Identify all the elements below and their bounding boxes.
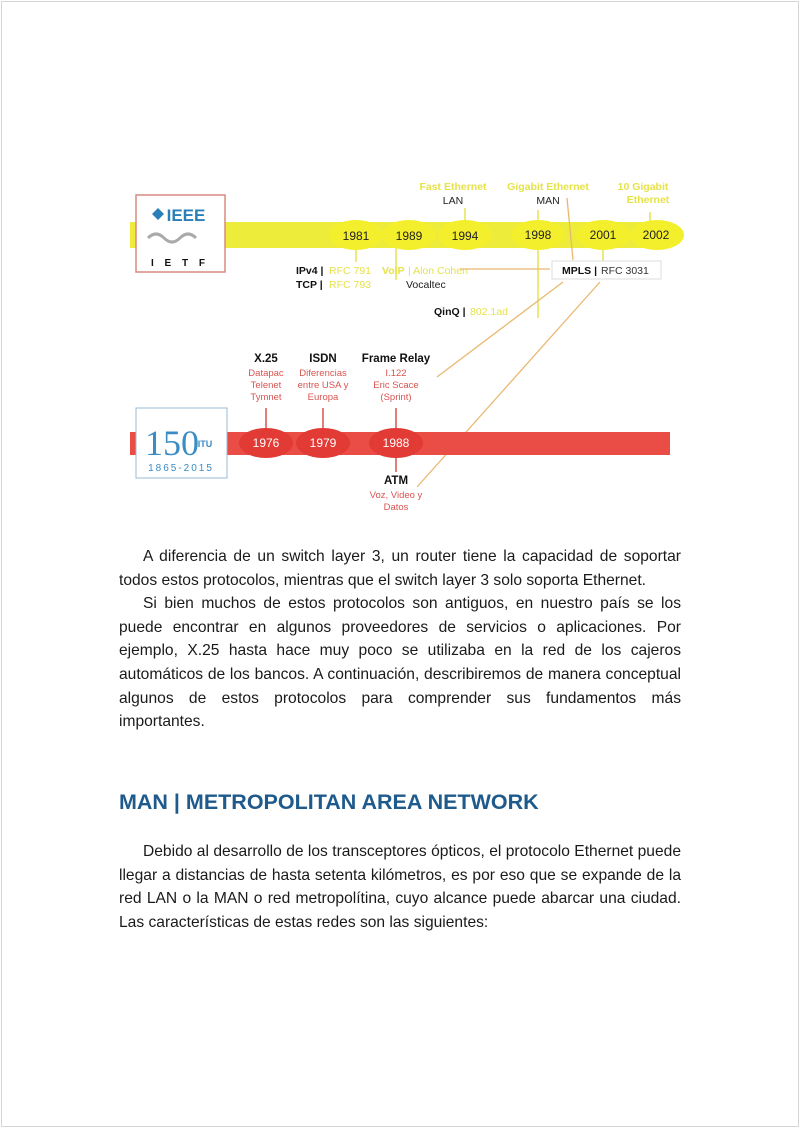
protocol-timeline-figure <box>0 0 800 530</box>
svg-text:Vocaltec: Vocaltec <box>406 279 446 291</box>
year-1998: 1998 <box>524 228 552 242</box>
svg-text:802.1ad: 802.1ad <box>470 306 508 318</box>
paragraph: Debido al desarrollo de los transceptores ópticos, el protocolo Ethernet puede llegar a distancias de hasta setenta kilómetros, es por eso que se expande de la red LAN o la MAN o red metropolítina, cuyo alcance puede abarcar una ciudad. Las características de estas redes son las siguientes: <box>119 843 681 931</box>
svg-text:Eric Scace: Eric Scace <box>373 380 419 391</box>
ieee-bottom-labels <box>296 265 508 318</box>
itu-150-logo <box>136 408 227 478</box>
ieee-ietf-logo <box>136 195 225 272</box>
svg-text:LAN: LAN <box>442 195 464 207</box>
year-1981: 1981 <box>342 229 370 243</box>
svg-text:I E T F: I E T F <box>151 258 209 269</box>
paragraph: Si bien muchos de estos protocolos son antiguos, en nuestro país se los puede encontrar en algunos proveedores de servicios o aplicaciones. Por ejemplo, X.25 hasta hace muy poco se utilizaba en la red de los cajeros automáticos de los bancos. A continuación, describiremos de manera conceptual algunos de estos protocolos para comprender sus fundamentos más importantes. <box>119 595 681 731</box>
svg-text:ISDN: ISDN <box>309 353 337 365</box>
svg-text:Diferencias: Diferencias <box>299 368 347 379</box>
svg-text:QinQ |: QinQ | <box>434 306 466 318</box>
svg-text:ATM: ATM <box>383 475 409 487</box>
svg-text:MAN: MAN <box>536 195 560 207</box>
body-paragraphs <box>119 545 681 734</box>
year-1988: 1988 <box>382 436 410 450</box>
svg-text:entre USA y: entre USA y <box>297 380 349 391</box>
svg-text:VoIP: VoIP <box>382 265 405 277</box>
mpls-box <box>552 261 661 279</box>
year-1979: 1979 <box>309 436 337 450</box>
svg-text:RFC 793: RFC 793 <box>329 279 372 291</box>
year-1994: 1994 <box>451 229 479 243</box>
svg-text:Tymnet: Tymnet <box>250 392 282 403</box>
svg-text:150: 150 <box>145 423 199 463</box>
svg-text:ITU: ITU <box>197 439 213 449</box>
year-1976: 1976 <box>252 436 280 450</box>
svg-text:Fast Ethernet: Fast Ethernet <box>419 181 487 193</box>
svg-text:Frame Relay: Frame Relay <box>361 353 431 365</box>
svg-text:1865-2015: 1865-2015 <box>148 463 214 474</box>
svg-text:RFC 791: RFC 791 <box>329 265 372 277</box>
svg-text:Europa: Europa <box>307 392 339 403</box>
svg-text:Datos: Datos <box>383 502 409 513</box>
svg-text:(Sprint): (Sprint) <box>380 392 412 403</box>
ieee-top-labels <box>419 181 669 207</box>
svg-text:IPv4 |: IPv4 | <box>296 265 324 277</box>
svg-text:RFC 3031: RFC 3031 <box>601 265 649 277</box>
itu-year-markers <box>239 428 423 458</box>
svg-text:X.25: X.25 <box>254 353 278 365</box>
svg-text:Ethernet: Ethernet <box>626 194 670 206</box>
svg-text:Telenet: Telenet <box>250 380 282 391</box>
svg-text:Voz, Video y: Voz, Video y <box>369 490 423 501</box>
paragraph: A diferencia de un switch layer 3, un router tiene la capacidad de soportar todos estos protocolos, mientras que el switch layer 3 solo soporta Ethernet. <box>119 548 681 589</box>
svg-text:10 Gigabit: 10 Gigabit <box>617 181 669 193</box>
year-2002: 2002 <box>642 228 670 242</box>
svg-text:IEEE: IEEE <box>166 206 206 225</box>
svg-text:Gigabit Ethernet: Gigabit Ethernet <box>507 181 589 193</box>
svg-text:TCP |: TCP | <box>296 279 323 291</box>
year-1989: 1989 <box>395 229 423 243</box>
year-2001: 2001 <box>589 228 617 242</box>
section-heading: MAN | METROPOLITAN AREA NETWORK <box>119 790 539 814</box>
svg-text:MPLS |: MPLS | <box>562 265 598 277</box>
svg-text:| Alon Cohen: | Alon Cohen <box>408 265 468 277</box>
body-paragraphs-2 <box>119 840 681 934</box>
svg-text:Datapac: Datapac <box>248 368 284 379</box>
svg-text:I.122: I.122 <box>385 368 407 379</box>
